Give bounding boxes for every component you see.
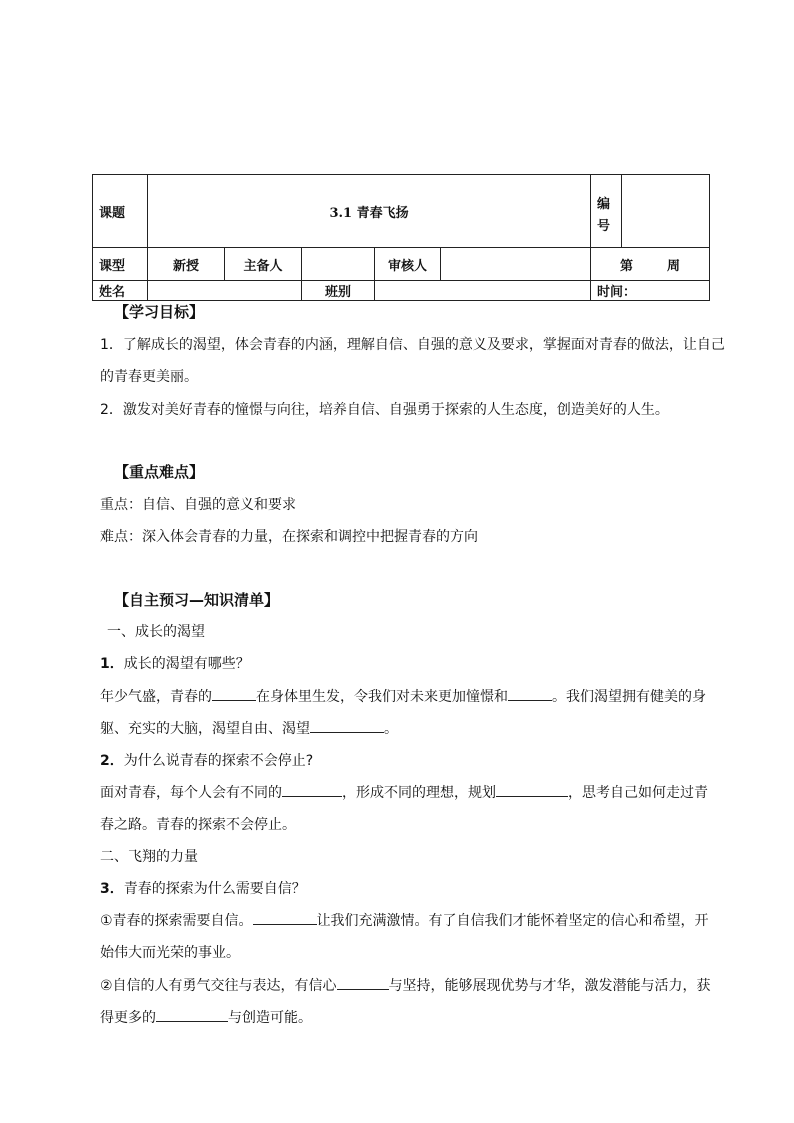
goal-item-1-line-1: 1．了解成长的渴望，体会青春的内涵，理解自信、自强的意义及要求，掌握面对青春的做法，让自己	[100, 337, 725, 353]
lesson-title: 3.1 青春飞扬	[148, 175, 591, 248]
answer-2-text-c: ，思考自己如何走过青	[568, 785, 708, 801]
answer-1-text-b: 在身体里生发，令我们对未来更加憧憬和	[256, 689, 508, 705]
reviewer-label: 审核人	[375, 248, 441, 281]
difficulty-point: 难点：深入体会青春的力量，在探索和调控中把握青春的方向	[100, 529, 478, 545]
fill-blank[interactable]	[212, 686, 256, 701]
answer-2-text-b: ，形成不同的理想，规划	[342, 785, 496, 801]
answer-2-line-1	[100, 782, 708, 802]
question-2	[100, 750, 313, 770]
name-label: 姓名	[93, 281, 148, 301]
number-label-b: 号	[597, 219, 611, 234]
question-2-text: 为什么说青春的探索不会停止?	[123, 753, 314, 769]
answer-3-line-4	[100, 1007, 312, 1027]
preview-heading: 【自主预习—知识清单】	[114, 591, 280, 609]
part-2-title: 二、飞翔的力量	[100, 849, 198, 865]
answer-3-line-3	[100, 975, 711, 995]
class-label: 班别	[302, 281, 375, 301]
answer-2-text-a: 面对青春，每个人会有不同的	[100, 785, 282, 801]
answer-1-line-2	[100, 718, 398, 738]
answer-3-line-1	[100, 910, 709, 930]
answer-1-text-a: 年少气盛，青春的	[100, 689, 212, 705]
number-value[interactable]	[622, 175, 710, 248]
question-3	[100, 878, 306, 898]
fill-blank[interactable]	[282, 782, 342, 797]
question-1-text: 成长的渴望有哪些？	[123, 656, 250, 672]
question-3-number: 3．	[100, 881, 124, 897]
lesson-header-table	[92, 174, 710, 301]
preparer-label: 主备人	[225, 248, 302, 281]
goal-item-1-line-2: 的青春更美丽。	[100, 369, 198, 385]
week-label-a: 第	[620, 258, 634, 274]
fill-blank[interactable]	[253, 910, 317, 925]
number-label	[591, 175, 622, 248]
fill-blank[interactable]	[337, 975, 389, 990]
answer-2-line-2: 春之路。青春的探索不会停止。	[100, 817, 296, 833]
answer-1-text-d: 躯、充实的大脑，渴望自由、渴望	[100, 721, 310, 737]
answer-1-text-c: 。我们渴望拥有健美的身	[552, 689, 706, 705]
focus-point: 重点：自信、自强的意义和要求	[100, 497, 296, 513]
type-label: 课型	[93, 248, 148, 281]
week-label-b: 周	[667, 258, 681, 274]
goal-item-2: 2．激发对美好青春的憧憬与向往，培养自信、自强勇于探索的人生态度，创造美好的人生。	[100, 402, 669, 418]
fill-blank[interactable]	[496, 782, 568, 797]
answer-1-line-1	[100, 686, 706, 706]
preparer-value[interactable]	[302, 248, 375, 281]
question-1	[100, 653, 250, 673]
goals-heading: 【学习目标】	[114, 303, 205, 321]
question-2-number: 2．	[100, 753, 124, 769]
week-cell[interactable]	[591, 248, 710, 281]
answer-3-line-2: 始伟大而光荣的事业。	[100, 945, 240, 961]
time-label[interactable]: 时间：	[591, 281, 710, 301]
question-3-text: 青春的探索为什么需要自信？	[123, 881, 306, 897]
key-points-heading: 【重点难点】	[114, 463, 205, 481]
fill-blank[interactable]	[508, 686, 552, 701]
reviewer-value[interactable]	[441, 248, 591, 281]
answer-3-text-f: 与创造可能。	[228, 1010, 312, 1026]
question-1-number: 1．	[100, 656, 124, 672]
answer-3-text-d: 与坚持，能够展现优势与才华，激发潜能与活力，获	[388, 978, 711, 994]
name-value[interactable]	[148, 281, 302, 301]
topic-label: 课题	[93, 175, 148, 248]
fill-blank[interactable]	[156, 1007, 228, 1022]
number-label-a: 编	[597, 197, 611, 212]
answer-3-text-b: 让我们充满激情。有了自信我们才能怀着坚定的信心和希望，开	[316, 913, 709, 929]
answer-3-text-a: ①青春的探索需要自信。	[100, 913, 253, 929]
fill-blank[interactable]	[310, 718, 384, 733]
part-1-title: 一、成长的渴望	[107, 624, 205, 640]
type-value: 新授	[148, 248, 225, 281]
answer-3-text-c: ②自信的人有勇气交往与表达，有信心	[100, 978, 337, 994]
class-value[interactable]	[375, 281, 591, 301]
answer-1-text-e: 。	[384, 721, 398, 737]
answer-3-text-e: 得更多的	[100, 1010, 156, 1026]
